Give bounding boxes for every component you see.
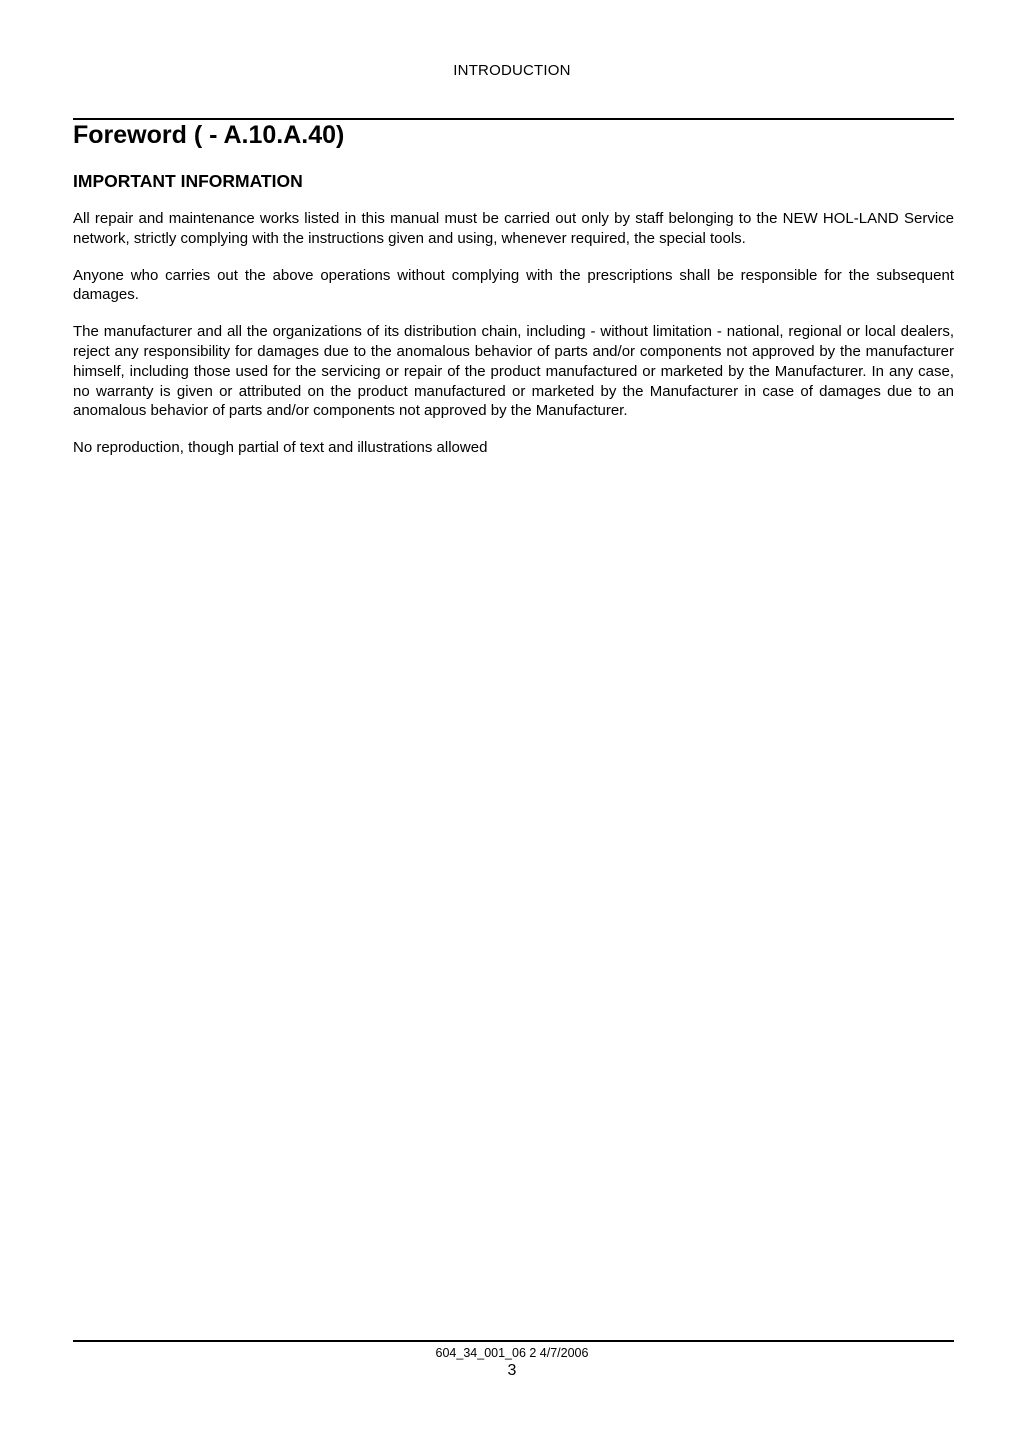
footer-rule bbox=[73, 1340, 954, 1342]
page-title: Foreword ( - A.10.A.40) bbox=[73, 121, 345, 149]
paragraph-repair-works: All repair and maintenance works listed in this manual must be carried out only by staff belonging to the NEW HOL-LAND Service network, strictly complying with the instructions given and using, whenever required, the special tools. bbox=[73, 210, 954, 247]
document-code: 604_34_001_06 2 4/7/2006 bbox=[435, 1346, 589, 1360]
section-heading: IMPORTANT INFORMATION bbox=[73, 171, 303, 191]
page-header: INTRODUCTION bbox=[453, 62, 571, 79]
paragraph-responsibility: Anyone who carries out the above operations without complying with the prescriptions shall be responsible for the subsequent damages. bbox=[73, 266, 954, 304]
paragraph-reproduction: No reproduction, though partial of text and illustrations allowed bbox=[73, 439, 488, 457]
body-text bbox=[73, 209, 954, 475]
paragraph-warranty: The manufacturer and all the organizations of its distribution chain, including - without limitation - national, regional or local dealers, reject any responsibility for damages due to the anomalous behavior of parts and/or components not approved by the manufacturer himself, including those used for the servicing or repair of the product manufactured or marketed by the Manufacturer. In any case, no warranty is given or attributed on the product manufactured or marketed by the Manufacturer in case of damages due to an anomalous behavior of parts and/or components not approved by the Manufacturer. bbox=[73, 323, 954, 420]
page-number: 3 bbox=[507, 1362, 517, 1379]
